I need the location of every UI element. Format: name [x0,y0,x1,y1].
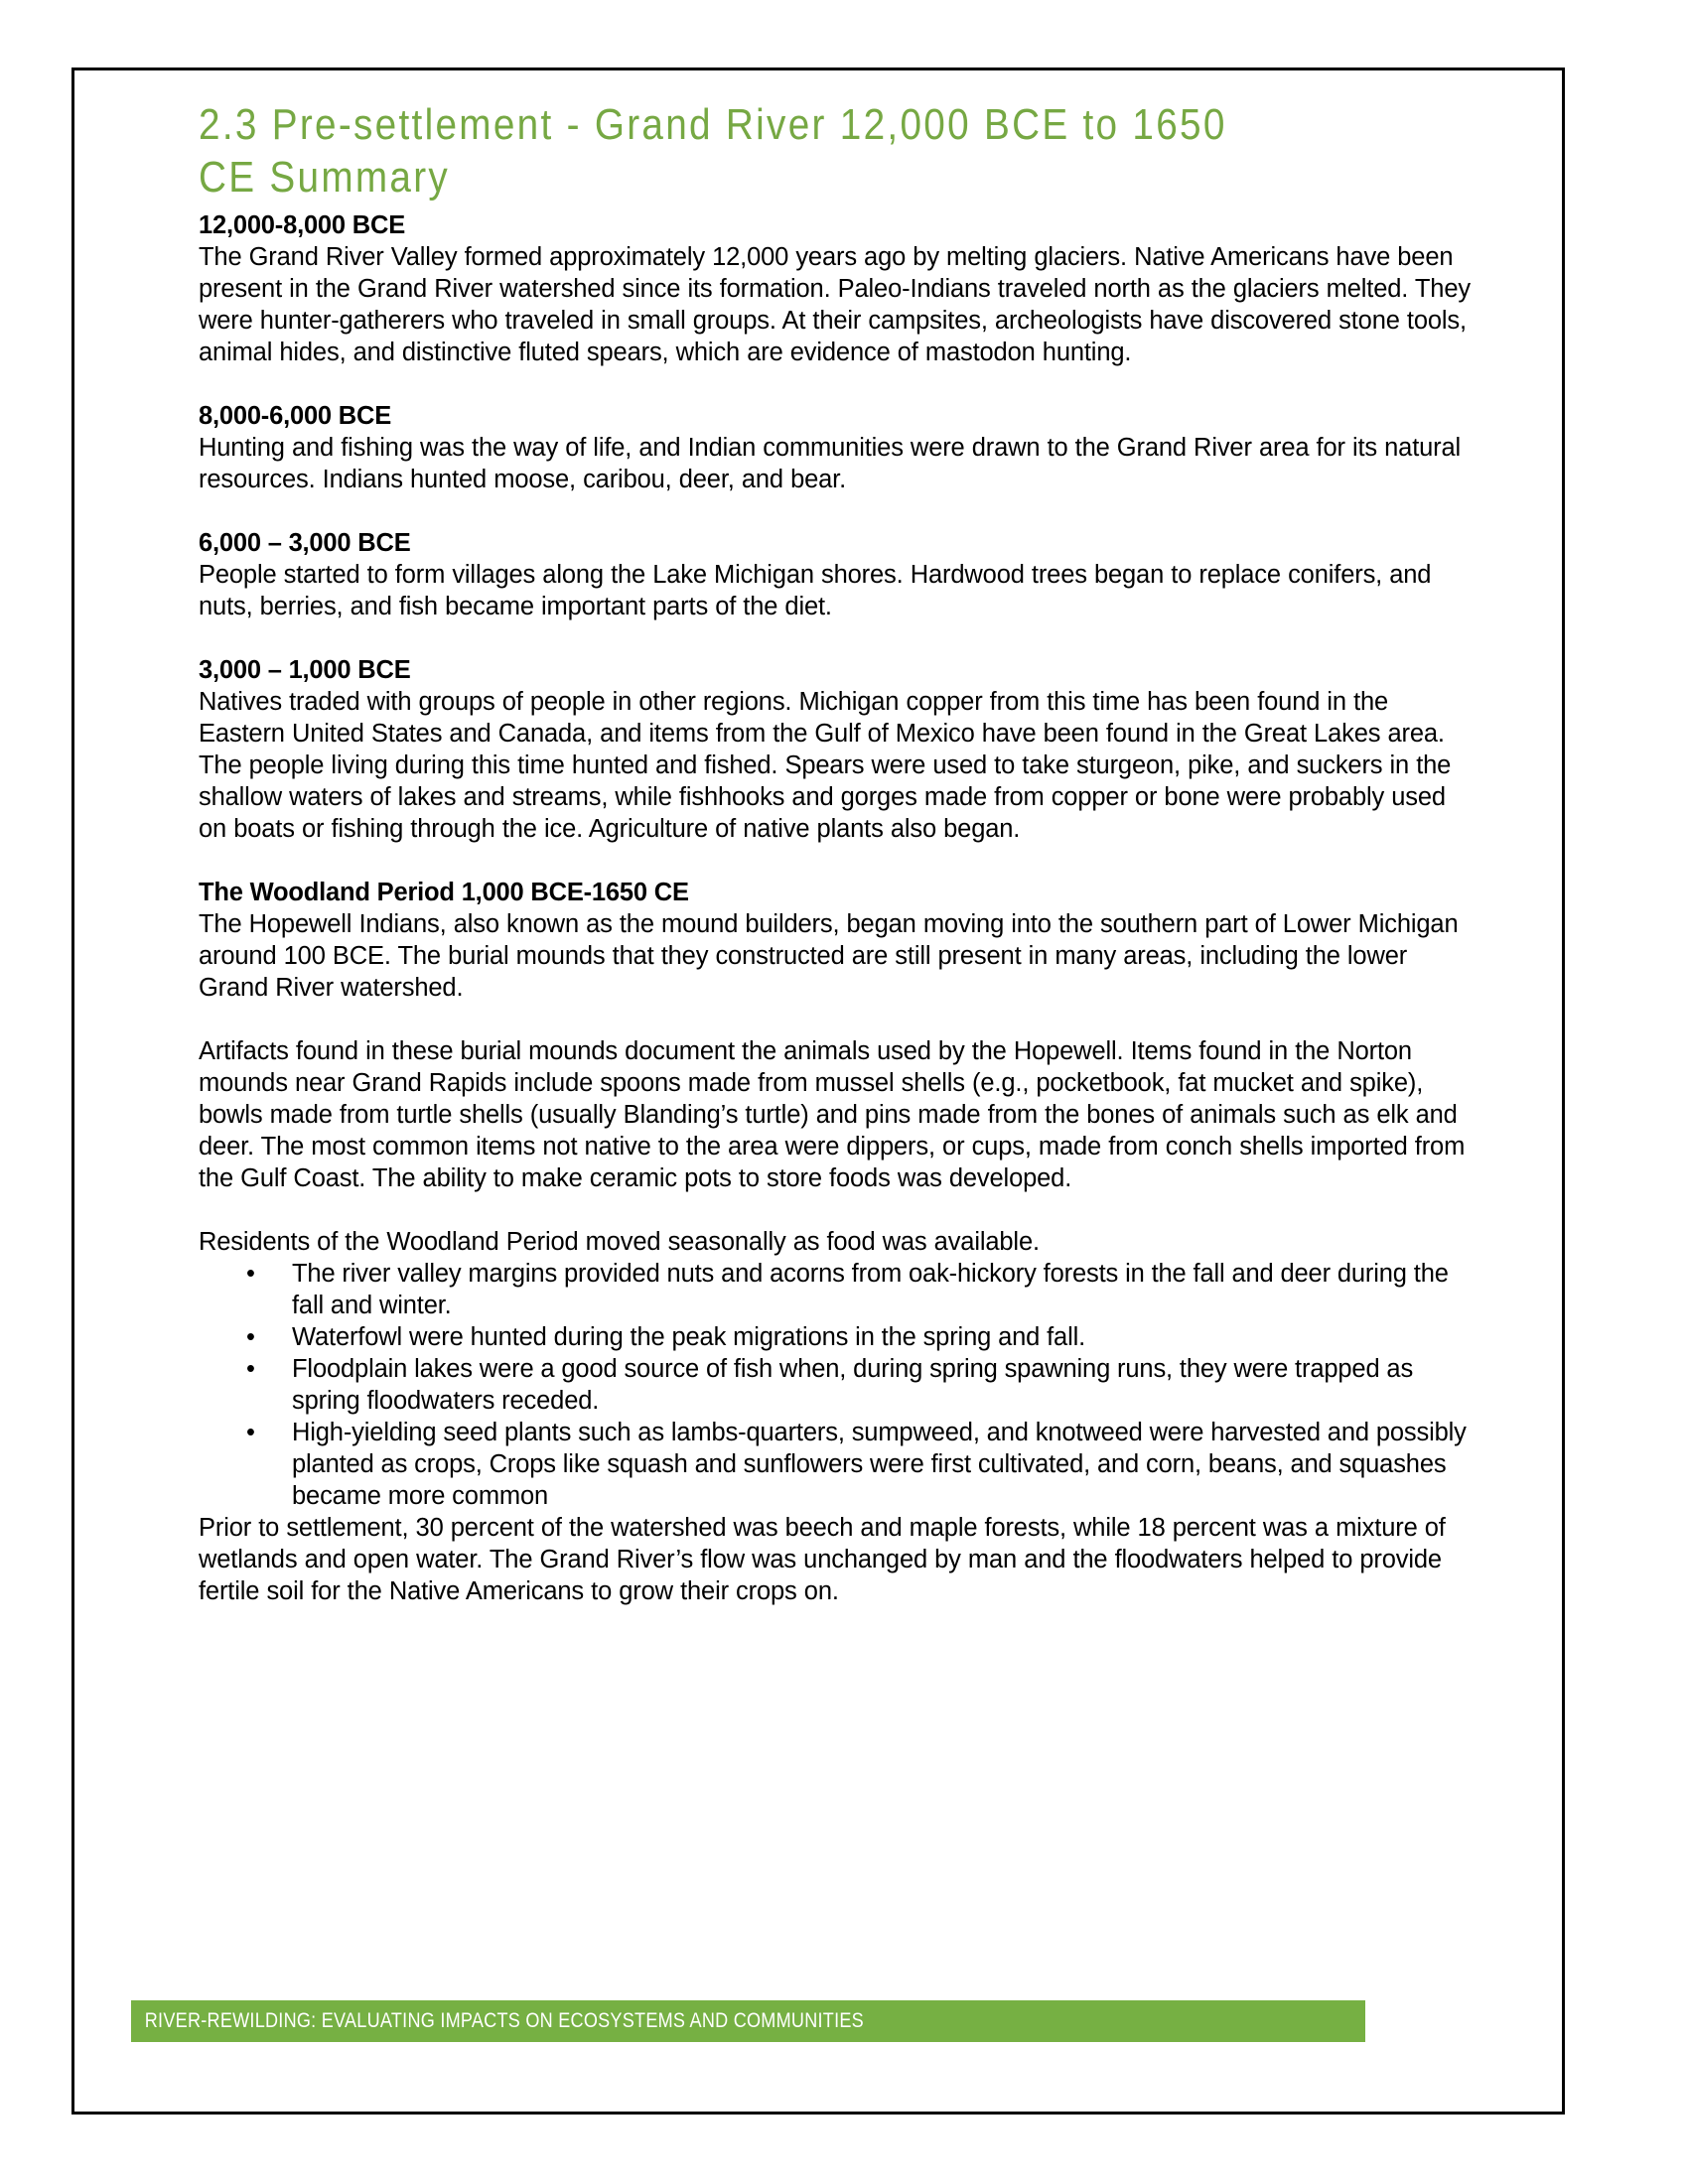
section-12000-8000-bce [199,209,1479,368]
section-3000-1000-bce [199,654,1479,845]
document-content [199,98,1479,1607]
paragraph-closing: Prior to settlement, 30 percent of the watershed was beech and maple forests, while 18 percent was a mixture of wetlands and open water. The Grand River’s flow was unchanged by man and the floodwaters helped to provide fertile soil for the Native Americans to grow their crops on. [199,1514,1446,1605]
spacer [199,368,1479,400]
section-body: People started to form villages along the Lake Michigan shores. Hardwood trees began to replace conifers, and nuts, berries, and fish became important parts of the diet. [199,561,1432,620]
bullet-icon: • [246,1419,255,1446]
section-heading: 3,000 – 1,000 BCE [199,656,411,684]
section-8000-6000-bce [199,400,1479,495]
list-item [199,1321,1479,1353]
section-heading: 12,000-8,000 BCE [199,211,406,239]
paragraph-artifacts: Artifacts found in these burial mounds document the animals used by the Hopewell. Items found in the Norton mounds near Grand Rapids include spoons made from mussel shells (e.g., pocketbook, fat mucket and spike), bowls made from turtle shells (usually Blanding’s turtle) and pins made from the bones of animals such as elk and deer. The most common items not native to the area were dippers, or cups, made from conch shells imported from the Gulf Coast. The ability to make ceramic pots to store foods was developed. [199,1037,1466,1192]
document-page [71,68,1565,2115]
footer-banner [131,2000,1365,2042]
section-heading: 6,000 – 3,000 BCE [199,529,411,557]
list-item-label: The river valley margins provided nuts and acorns from oak-hickory forests in the fall and deer during the fall and winter. [292,1260,1449,1319]
section-woodland-period [199,877,1479,1004]
list-item-label: Floodplain lakes were a good source of fish when, during spring spawning runs, they were trapped as spring floodwaters receded. [292,1355,1414,1415]
list-item-label: Waterfowl were hunted during the peak migrations in the spring and fall. [292,1323,1086,1351]
spacer [199,622,1479,654]
page-title: 2.3 Pre-settlement - Grand River 12,000 BCE to 1650 CE Summary [199,100,1227,202]
section-body: Hunting and fishing was the way of life, and Indian communities were drawn to the Grand River area for its natural resources. Indians hunted moose, caribou, deer, and bear. [199,434,1462,493]
spacer [199,1194,1479,1226]
list-item-label: High-yielding seed plants such as lambs-quarters, sumpweed, and knotweed were harvested and possibly planted as crops, Crops like squash and sunflowers were first cultivated, and corn, beans, and squashes became more common [292,1419,1467,1510]
paragraph-residents-intro: Residents of the Woodland Period moved seasonally as food was available. [199,1228,1040,1256]
section-body: The Hopewell Indians, also known as the mound builders, began moving into the southern part of Lower Michigan around 100 BCE. The burial mounds that they constructed are still present in many areas, including the lower Grand River watershed. [199,910,1459,1002]
bullet-icon: • [246,1260,255,1288]
spacer [199,495,1479,527]
list-item [199,1258,1479,1321]
spacer [199,845,1479,877]
section-body: The Grand River Valley formed approximately 12,000 years ago by melting glaciers. Native Americans have been present in the Grand River watershed since its formation. Paleo-Indians traveled north as the glaciers melted. They were hunter-gatherers who traveled in small groups. At their campsites, archeologists have discovered stone tools, animal hides, and distinctive fluted spears, which are evidence of mastodon hunting. [199,243,1471,366]
section-body: Natives traded with groups of people in other regions. Michigan copper from this time has been found in the Eastern United States and Canada, and items from the Gulf of Mexico have been found in the Great Lakes area. The people living during this time hunted and fished. Spears were used to take sturgeon, pike, and suckers in the shallow waters of lakes and streams, while fishhooks and gorges made from copper or bone were probably used on boats or fishing through the ice. Agriculture of native plants also began. [199,688,1452,843]
section-heading: 8,000-6,000 BCE [199,402,392,430]
seasonal-activities-list [199,1258,1479,1512]
list-item [199,1417,1479,1512]
footer-label: RIVER-REWILDING: EVALUATING IMPACTS ON ECOSYSTEMS AND COMMUNITIES [144,2009,864,2032]
list-item [199,1353,1479,1417]
section-6000-3000-bce [199,527,1479,622]
spacer [199,1004,1479,1035]
section-heading: The Woodland Period 1,000 BCE-1650 CE [199,879,689,906]
bullet-icon: • [246,1323,255,1351]
bullet-icon: • [246,1355,255,1383]
